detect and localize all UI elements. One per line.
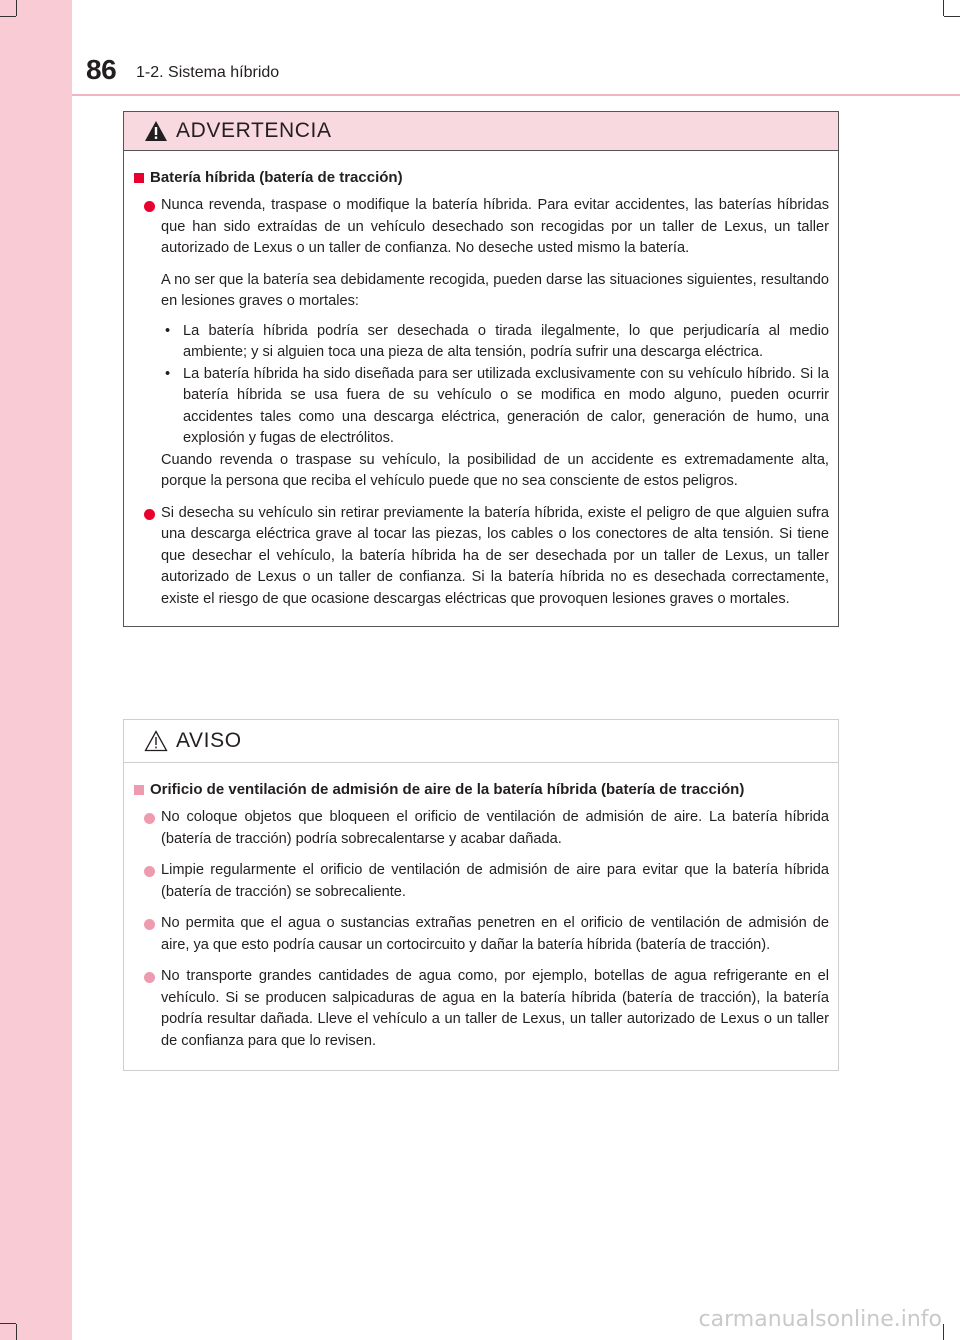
notice-box-title: AVISO xyxy=(176,729,242,752)
warning-subhead xyxy=(134,167,829,189)
notice-item xyxy=(144,807,829,850)
circle-bullet-icon xyxy=(144,972,155,983)
warning-box-title: ADVERTENCIA xyxy=(176,119,332,142)
warning-item-paragraph: Nunca revenda, traspase o modifique la batería híbrida. Para evitar accidentes, las baterías híbridas que han sido extraídas de un vehículo desechado son recogidas por un taller de Lexus, un taller autorizado de Lexus o un taller de confianza. No deseche usted mismo la batería. xyxy=(161,197,829,256)
warning-item xyxy=(144,503,829,611)
warning-item-paragraph: A no ser que la batería sea debidamente recogida, pueden darse las situaciones siguientes, resultando en lesiones graves o mortales: xyxy=(161,271,829,309)
warning-item xyxy=(144,195,829,493)
circle-bullet-icon xyxy=(144,866,155,877)
list-item-text: La batería híbrida ha sido diseñada para ser utilizada exclusivamente con su vehículo híbrido. Si la batería híbrida se usa fuera de su vehículo o se modifica en modo alguno, pueden ocurrir accidentes tales como una descarga eléctrica, generación de calor, generación de humo, una explosión y fugas de electrólitos. xyxy=(183,365,829,446)
warning-subhead-text: Batería híbrida (batería de tracción) xyxy=(150,169,403,186)
watermark: carmanualsonline.info xyxy=(698,1307,942,1332)
warning-item-paragraph: Cuando revenda o traspase su vehículo, la posibilidad de un accidente es extremadamente alta, porque la persona que reciba el vehículo puede que no sea consciente de estos peligros. xyxy=(161,451,829,489)
list-item-text: La batería híbrida podría ser desechada o tirada ilegalmente, lo que perjudicaría al medio ambiente; y si alguien toca una pieza de alta tensión, podría sufrir una descarga eléctrica. xyxy=(183,322,829,360)
warning-box-body xyxy=(124,151,838,626)
notice-item-text: Limpie regularmente el orificio de ventilación de admisión de aire para evitar que la batería híbrida (batería de tracción) se sobrecaliente. xyxy=(161,862,829,900)
warning-bullet-list xyxy=(161,321,829,450)
crop-mark xyxy=(943,1324,944,1340)
notice-box xyxy=(123,719,839,1071)
notice-item-text: No coloque objetos que bloqueen el orificio de ventilación de admisión de aire. La batería híbrida (batería de tracción) podría sobrecalentarse y acabar dañada. xyxy=(161,809,829,847)
caution-triangle-icon xyxy=(144,730,168,752)
notice-item xyxy=(144,913,829,956)
page-number: 86 xyxy=(86,54,117,85)
crop-mark xyxy=(16,1324,17,1340)
notice-box-body xyxy=(124,763,838,1070)
notice-box-header xyxy=(124,720,838,763)
notice-item-text: No permita que el agua o sustancias extrañas penetren en el orificio de ventilación de admisión de aire, ya que esto podría causar un cortocircuito y dañar la batería híbrida (batería de tracción). xyxy=(161,915,829,953)
circle-bullet-icon xyxy=(144,509,155,520)
list-item: • La batería híbrida podría ser desechada o tirada ilegalmente, lo que perjudicaría al medio ambiente; y si alguien toca una pieza de alta tensión, podría sufrir una descarga eléctrica. xyxy=(161,321,829,364)
crop-mark xyxy=(943,0,944,16)
circle-bullet-icon xyxy=(144,813,155,824)
header-rule xyxy=(72,94,960,96)
page-sidebar-tab xyxy=(0,0,72,1340)
circle-bullet-icon xyxy=(144,201,155,212)
section-title: 1-2. Sistema híbrido xyxy=(136,64,280,81)
notice-item xyxy=(144,860,829,903)
notice-subhead-text: Orificio de ventilación de admisión de aire de la batería híbrida (batería de tracción) xyxy=(150,781,745,798)
notice-subhead xyxy=(134,779,829,801)
crop-mark xyxy=(944,16,960,17)
square-bullet-icon xyxy=(134,173,144,183)
circle-bullet-icon xyxy=(144,919,155,930)
list-item: • La batería híbrida ha sido diseñada para ser utilizada exclusivamente con su vehículo híbrido. Si la batería híbrida se usa fuera de su vehículo o se modifica en modo alguno, pueden ocurrir accidentes tales como una descarga eléctrica, generación de calor, generación de humo, una explosión y fugas de electrólitos. xyxy=(161,364,829,450)
square-bullet-icon xyxy=(134,785,144,795)
crop-mark xyxy=(0,1323,16,1324)
notice-item-text: No transporte grandes cantidades de agua como, por ejemplo, botellas de agua refrigerante en el vehículo. Si se producen salpicaduras de agua en la batería híbrida (batería de tracción), la batería podría resultar dañada. Lleve el vehículo a un taller de Lexus, un taller autorizado de Lexus o un taller de confianza para que lo revisen. xyxy=(161,968,829,1049)
warning-box-header xyxy=(124,112,838,151)
notice-item xyxy=(144,966,829,1052)
crop-mark xyxy=(16,0,17,16)
warning-box xyxy=(123,111,839,627)
warning-triangle-icon xyxy=(144,120,168,142)
warning-item-paragraph: Si desecha su vehículo sin retirar previamente la batería híbrida, existe el peligro de que alguien sufra una descarga eléctrica grave al tocar las piezas, los cables o los conectores de alta tensión. Si tiene que desechar el vehículo, la batería híbrida ha de ser desechada por un taller de Lexus, un taller autorizado de Lexus o un taller de confianza. Si la batería híbrida no es desechada correctamente, existe el riesgo de que ocasione descargas eléctricas que provoquen lesiones graves o mortales. xyxy=(161,504,829,607)
crop-mark xyxy=(0,16,16,17)
